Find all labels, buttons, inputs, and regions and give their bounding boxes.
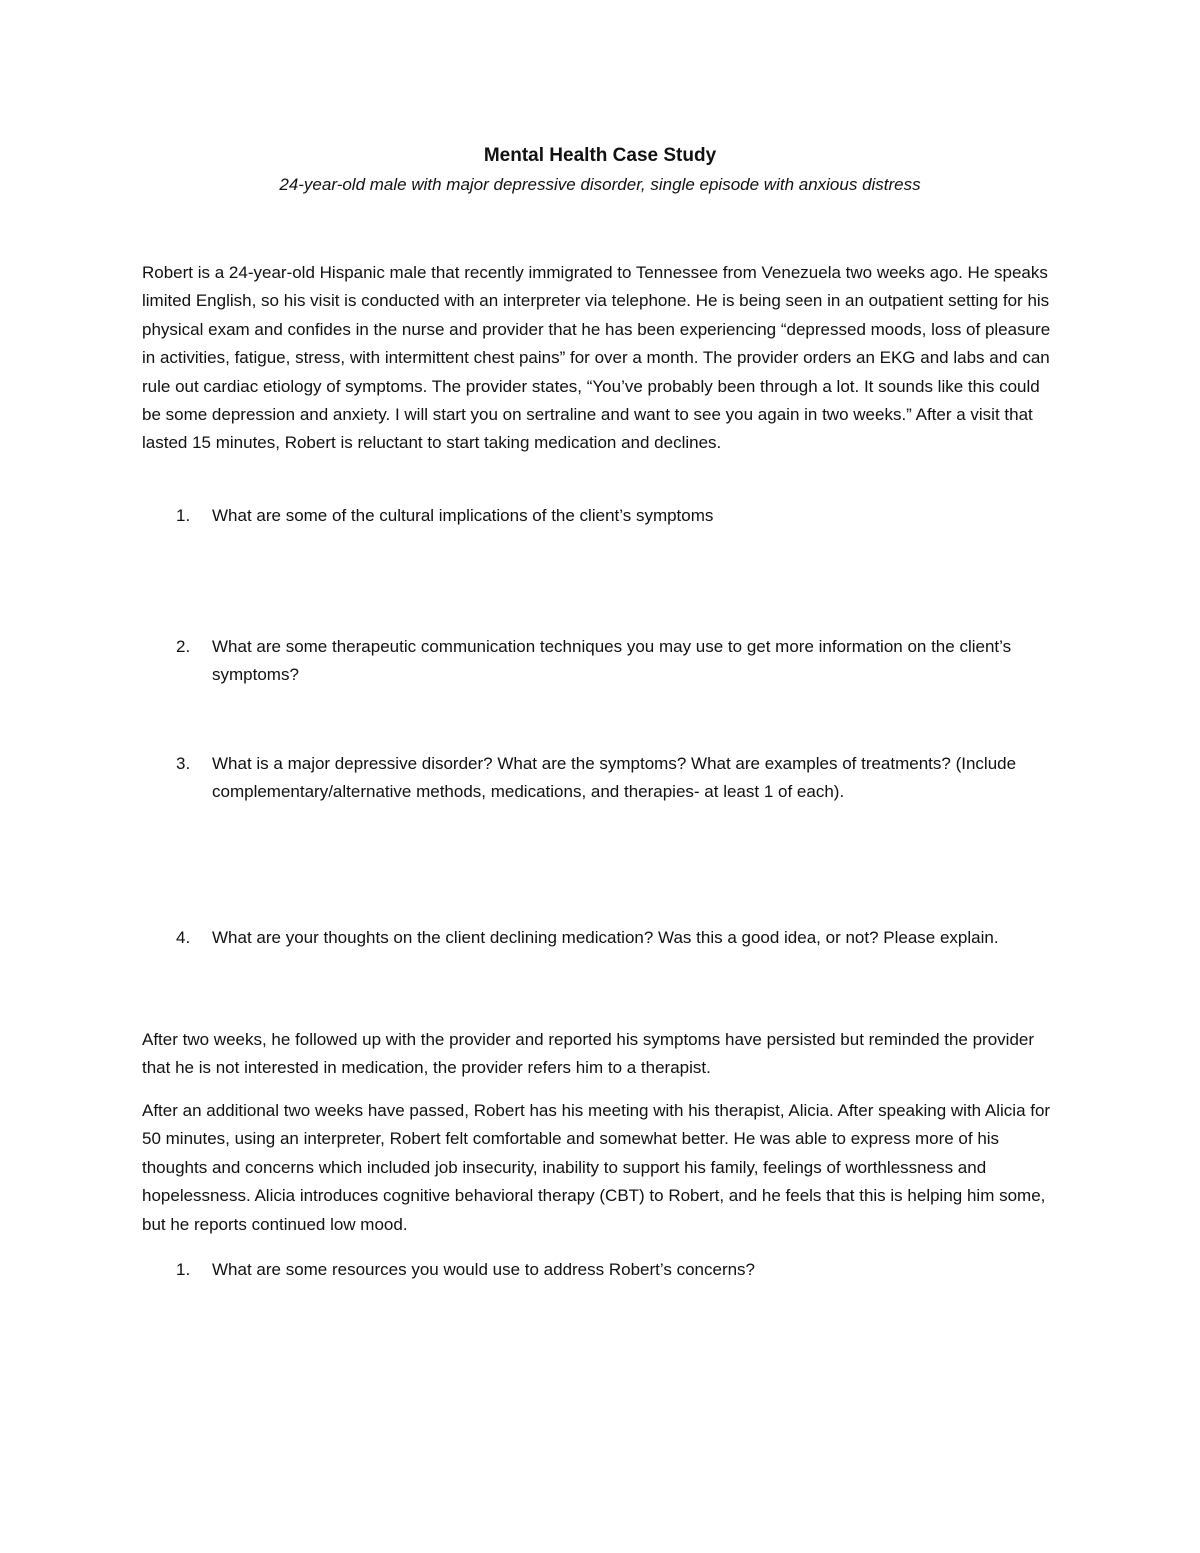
question-number: 1. <box>176 1260 191 1279</box>
therapist-paragraph: After an additional two weeks have passed, Robert has his meeting with his therapist, Alicia. After speaking with Alicia for 50 minutes, using an interpreter, Robert felt comfortable and somewhat better. He was able to express more of his thoughts and concerns which included job insecurity, inability to support his family, feelings of worthlessness and hopelessness. Alicia introduces cognitive behavioral therapy (CBT) to Robert, and he feels that this is helping him some, but he reports continued low mood. <box>142 1101 1051 1234</box>
question-item <box>142 633 1062 690</box>
question-text: What are your thoughts on the client declining medication? Was this a good idea, or not? Please explain. <box>212 928 999 947</box>
question-text: What are some resources you would use to address Robert’s concerns? <box>212 1260 756 1279</box>
question-number: 3. <box>176 754 191 773</box>
question-text: What is a major depressive disorder? What are the symptoms? What are examples of treatments? (Include complementary/alternative methods, medications, and therapies- at least 1 of each). <box>212 754 1017 802</box>
question-number: 2. <box>176 637 191 656</box>
question-item <box>142 750 1062 807</box>
intro-paragraph: Robert is a 24-year-old Hispanic male that recently immigrated to Tennessee from Venezuela two weeks ago. He speaks limited English, so his visit is conducted with an interpreter via telephone. He is being seen in an outpatient setting for his physical exam and confides in the nurse and provider that he has been experiencing “depressed moods, loss of pleasure in activities, fatigue, stress, with intermittent chest pains” for over a month. The provider orders an EKG and labs and can rule out cardiac etiology of symptoms. The provider states, “You’ve probably been through a lot. It sounds like this could be some depression and anxiety. I will start you on sertraline and want to see you again in two weeks.” After a visit that lasted 15 minutes, Robert is reluctant to start taking medication and declines. <box>142 263 1051 453</box>
question-item <box>142 1256 1062 1284</box>
question-number: 1. <box>176 506 191 525</box>
question-item <box>142 924 1062 952</box>
document-title: Mental Health Case Study <box>483 145 717 166</box>
question-text: What are some of the cultural implications of the client’s symptoms <box>212 506 714 525</box>
followup-paragraph: After two weeks, he followed up with the provider and reported his symptoms have persisted but reminded the provider that he is not interested in medication, the provider refers him to a therapist. <box>142 1030 1035 1078</box>
question-item <box>142 502 1062 530</box>
question-text: What are some therapeutic communication techniques you may use to get more information on the client’s symptoms? <box>212 637 1012 685</box>
document-subtitle: 24-year-old male with major depressive disorder, single episode with anxious distress <box>279 175 921 194</box>
question-number: 4. <box>176 928 191 947</box>
